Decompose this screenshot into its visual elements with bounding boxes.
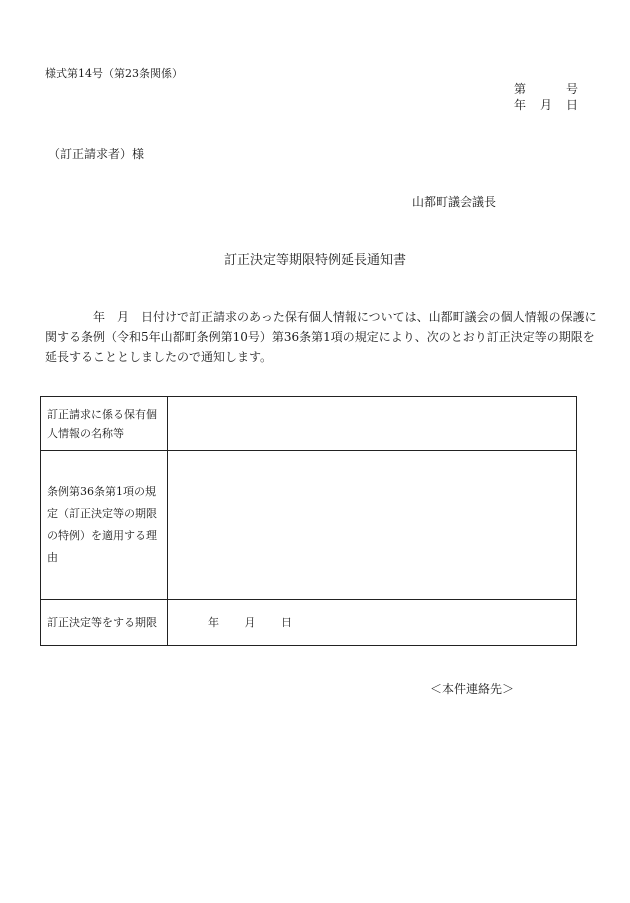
form-number: 様式第14号（第23条関係） <box>45 67 183 80</box>
row3-value[interactable] <box>168 600 577 646</box>
table-row <box>41 600 577 646</box>
document-number-dai: 第 <box>514 82 527 96</box>
row3-label: 訂正決定等をする期限 <box>41 600 168 646</box>
document-title: 訂正決定等期限特例延長通知書 <box>223 253 406 268</box>
date-day: 日 <box>566 98 579 112</box>
body-paragraph <box>45 307 597 367</box>
body-line-2: 関する条例（令和5年山都町条例第10号）第36条第1項の規定により、次のとおり訂正決定等の期限を <box>45 330 595 344</box>
date-month: 月 <box>540 98 553 112</box>
body-line-3: 延長することとしましたので通知します。 <box>45 350 273 364</box>
row1-label: 訂正請求に係る保有個人情報の名称等 <box>41 397 168 451</box>
table-row <box>41 397 577 451</box>
row2-value[interactable] <box>168 451 577 600</box>
recipient: （訂正請求者）様 <box>48 147 145 161</box>
table-row <box>41 451 577 600</box>
date-year: 年 <box>514 98 527 112</box>
body-line-1: 年 月 日付けで訂正請求のあった保有個人情報については、山都町議会の個人情報の保護に <box>93 310 597 324</box>
deadline-year: 年 <box>208 616 219 629</box>
deadline-month: 月 <box>244 616 256 629</box>
document-number-go: 号 <box>566 82 579 96</box>
contact-label: ＜本件連絡先＞ <box>430 682 515 696</box>
sender: 山都町議会議長 <box>412 195 497 209</box>
deadline-day: 日 <box>281 616 292 629</box>
info-table <box>40 396 577 646</box>
row1-value[interactable] <box>168 397 577 451</box>
row2-label: 条例第36条第1項の規定（訂正決定等の期限の特例）を適用する理由 <box>41 451 168 600</box>
